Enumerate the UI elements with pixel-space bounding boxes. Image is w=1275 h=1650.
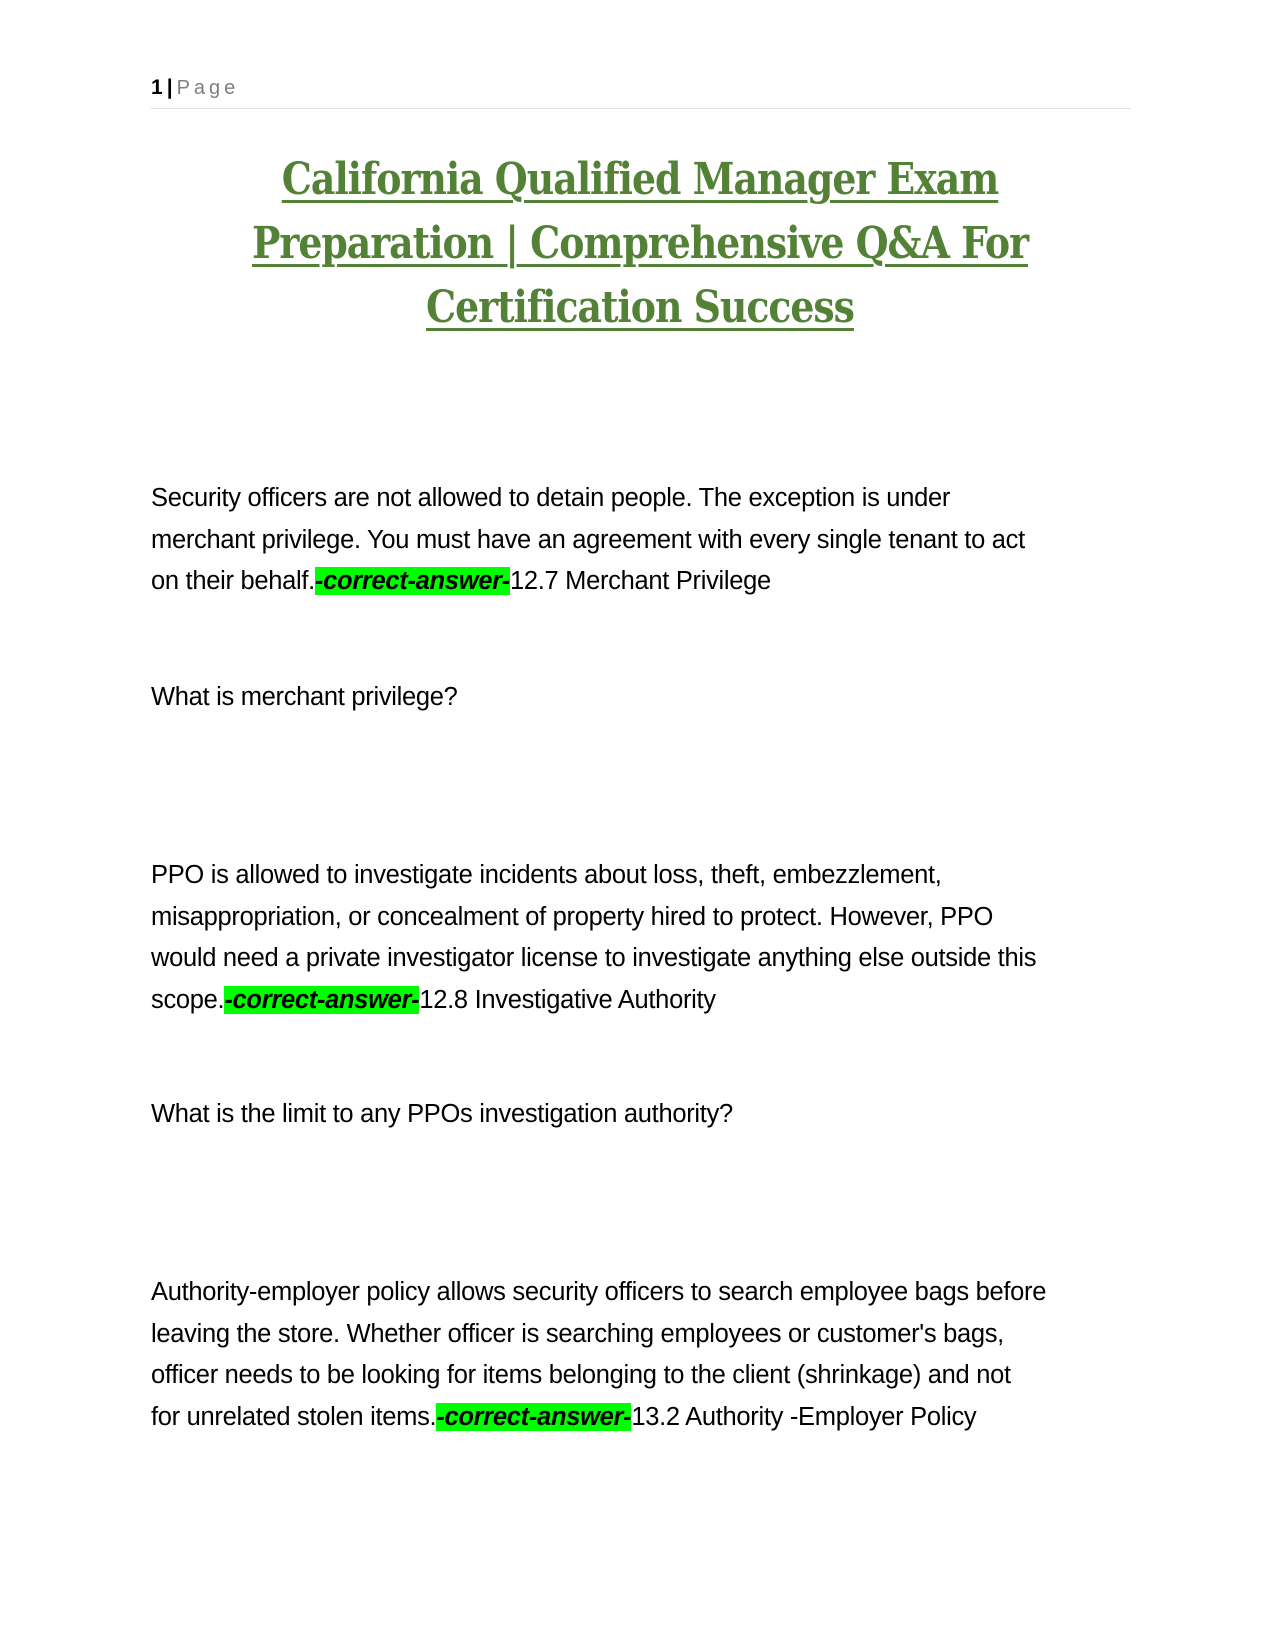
page-label: Page [176,77,240,99]
question-text: What is the limit to any PPOs investigation authority? [151,1100,733,1128]
title-line-2: Preparation | Comprehensive Q&A For [251,218,1028,269]
qa-statement-2 [151,855,1131,1021]
statement-line: merchant privilege. You must have an agreement with every single tenant to act [151,525,1025,554]
correct-answer-marker: -correct-answer- [314,567,510,595]
statement-line: would need a private investigator license to investigate anything else outside this [151,944,1037,972]
statement-line: PPO is allowed to investigate incidents about loss, theft, embezzlement, [151,861,942,889]
statement-line: scope. [151,985,225,1014]
statement-line: officer needs to be looking for items belonging to the client (shrinkage) and not [151,1361,1011,1389]
answer-text: 13.2 Authority -Employer Policy [631,1402,977,1431]
qa-statement-1 [151,478,1131,603]
answer-text: 12.8 Investigative Authority [419,985,716,1014]
title-line-3: Certification Success [426,282,854,333]
question-text: What is merchant privilege? [151,683,458,711]
statement-line: misappropriation, or concealment of property hired to protect. However, PPO [151,902,994,931]
title-line-1: California Qualified Manager Exam [281,154,999,205]
statement-line: Security officers are not allowed to detain people. The exception is under [151,484,951,512]
statement-line: for unrelated stolen items. [151,1402,437,1431]
document-title [219,148,1062,340]
qa-statement-3 [151,1272,1131,1438]
answer-text: 12.7 Merchant Privilege [509,567,771,595]
page-separator: | [166,76,173,99]
correct-answer-marker: -correct-answer- [436,1402,632,1431]
statement-line: leaving the store. Whether officer is searching employees or customer's bags, [151,1319,1004,1348]
page-header [151,76,1131,109]
statement-line: on their behalf. [151,567,315,595]
page-number: 1 [151,76,163,99]
statement-line: Authority-employer policy allows security officers to search employee bags before [151,1278,1047,1306]
qa-question-1 [151,677,1131,719]
qa-question-2 [151,1094,1131,1136]
correct-answer-marker: -correct-answer- [224,985,420,1014]
